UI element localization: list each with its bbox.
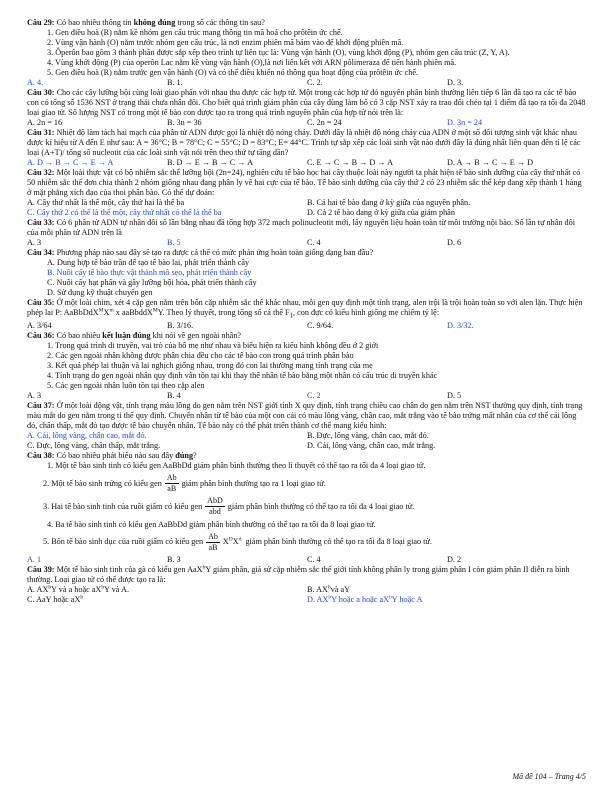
option-c[interactable]: C. 2 — [307, 390, 321, 400]
statement: 5. Gen điều hoà (R) nằm trước gen vận hành (O) và có thể điều khiển nó thông qua hoạt động của prôtêin ức chế. — [47, 68, 419, 77]
option-c[interactable]: C. 9/64. — [307, 320, 334, 330]
option-a[interactable]: A. 3/64 — [27, 320, 52, 330]
answer-options — [27, 441, 587, 451]
option-b[interactable]: B. 3/16. — [167, 320, 194, 330]
answer-options — [27, 118, 587, 128]
answer-options — [27, 391, 587, 401]
option-b[interactable]: B. 5 — [167, 238, 181, 247]
question-37: Câu 37: Ở một loài động vật, tính trạng màu lông do gen nằm trên NST giới tính X quy định, tính trạng chiều cao chân do gen nằm trên NST thường quy định, tính trạng màu mắt do gen nằm trong ti thể quy định. Chuyển nhân từ tế bào của một con cái có màu lông vàng, chân cao, mắt trắng vào tế bào trứng mất nhân của cơ thể cái lông đỏ, chân thấp, mắt đỏ tạo được tế bào chuyển nhân. Tế bào này có thể phát triển thành cơ thể mang kiểu hình: — [27, 400, 583, 430]
option-b[interactable]: B. Đực, lông vàng, chân cao, mắt đỏ. — [307, 430, 429, 440]
option-b[interactable]: B. 3n = 36 — [167, 118, 202, 127]
statement: 4. Vùng khởi động (P) của operôn Lac nằm kề vùng vận hành (O),là nơi liên kết với ARN pôlimeraza để tiến hành phiên mã. — [47, 58, 457, 67]
option-a[interactable]: A. Cây thứ nhất là thể một, cây thứ hai là thể ba — [27, 198, 185, 207]
option-a[interactable]: A. 2n = 16 — [27, 118, 63, 127]
option-d[interactable]: D. Cái, lông vàng, chân cao, mắt trắng. — [307, 440, 436, 450]
statement: 5. Bốn tế bào sinh dục của ruồi giấm có kiểu gen $\frac{Ab}{aB}$ $X^DX^d$ giảm phân bình thường có thể tạo ra tối đa 8 loại giao tử. — [43, 531, 432, 552]
option-a[interactable]: A. $AX^bY$ và a hoặc $aX^bY$ và A. — [27, 584, 129, 595]
question-39: Câu 39: Một tế bào sinh tinh của gà có kiểu gen AaX$^b$Y giảm phân, giả sử cặp nhiễm sắc thể giới tính không phân ly trong giảm phân I còn giảm phân II diễn ra bình thường. Loại giao tử có thể được tạo ra là: — [27, 564, 570, 585]
option-b[interactable]: B. 4 — [167, 390, 181, 400]
option-d[interactable]: D. A → B → C → E → D — [447, 158, 533, 167]
option-d[interactable]: D. Sử dụng kỹ thuật chuyển gen — [47, 288, 153, 297]
option-b[interactable]: B. D → E → B → C → A — [167, 158, 253, 167]
exam-page — [27, 18, 587, 605]
statement: 1. Một tế bào sinh tinh có kiểu gen AaBbDd giảm phân bình thường theo lí thuyết có thể tạo ra tối đa 4 loại giao tử. — [47, 460, 426, 470]
option-b[interactable]: B. $AX^bvà$ aY — [307, 584, 351, 595]
option-c[interactable]: C. 4 — [307, 238, 321, 247]
answer-options — [27, 321, 587, 331]
option-a[interactable]: A. 3 — [27, 390, 42, 400]
option-d[interactable]: D. 6 — [447, 238, 462, 247]
question-33: Câu 33: Có 6 phân tử ADN tự nhân đôi số lần bằng nhau đã tổng hợp 372 mạch polinucleotit mới, lấy nguyên liệu hoàn toàn từ môi trường nội bào. Số lần tự nhân đôi của mỗi phân tử ADN trên là — [27, 218, 575, 237]
option-b[interactable]: B. 3 — [167, 555, 181, 565]
option-d[interactable]: D. 3. — [447, 78, 464, 87]
option-c[interactable]: C. Nuôi cấy hạt phấn và gây lưỡng bội hóa, phát triển thành cây — [47, 278, 257, 287]
question-31: Câu 31: Nhiệt độ làm tách hai mạch của phân tử ADN được gọi là nhiệt độ nóng chảy. Dưới đây là nhiệt độ nóng chảy của ADN ở một số đối tượng sinh vật khác nhau được kí hiệu từ A đến E như sau: A = 36°C; B = 78°C; C = 55°C; D = 83°C; E= 44°C. Trình tự sắp xếp các loài sinh vật nào dưới đây là đúng nhất liên quan đến tỉ lệ các loại (A+T)/ tổng số nucleotit của các loài sinh vật nói trên theo thứ tự tăng dần? — [27, 128, 581, 157]
question-35: Câu 35: Ở một loài chim, xét 4 cặp gen nằm trên bốn cặp nhiễm sắc thể khác nhau, mỗi gen quy định một tính trạng, alen trội là trội hoàn toàn so với alen lặn. Thực hiện phép lai P: $AaBbDdX^MX^m$ x aaBbddX$^M$Y. Theo lý thuyết, trong tổng số cá thể $F_1$, con đực có kiểu hình giống mẹ chiếm tỷ lệ: — [27, 298, 583, 320]
option-c[interactable]: C. E → C → B → D → A — [307, 158, 393, 167]
option-c[interactable]: C. Cây thứ 2 có thể là thể một, cây thứ nhất có thể là thể ba — [27, 208, 222, 217]
option-a[interactable]: A. Dung hợp tế bào trần để tạo tế bào lai, phát triển thành cây — [47, 258, 250, 267]
option-d[interactable]: D. 5 — [447, 390, 462, 400]
answer-options — [27, 198, 587, 208]
answer-options — [27, 595, 587, 605]
option-a[interactable]: A. 4. — [27, 78, 44, 87]
answer-options — [27, 431, 587, 441]
page-footer: Mã đề 104 – Trang 4/5 — [512, 772, 586, 782]
statement: 5. Các gen ngoài nhân luôn tồn tại theo cặp alen — [47, 380, 205, 390]
answer-options — [27, 78, 587, 88]
statement: 2. Vùng vận hành (O) nằm trước nhóm gen cấu trúc, là nơi enzim phiên mã bám vào để khởi động phiên mã. — [47, 38, 404, 47]
statement: 3. Kết quả phép lai thuận và lai nghịch giống nhau, trong đó con lai thường mang tính trạng của mẹ — [47, 360, 373, 370]
option-a[interactable]: A. D → B → C → E → A — [27, 158, 114, 167]
option-c[interactable]: C. 4 — [307, 555, 321, 565]
option-d[interactable]: D. Cả 2 tế bào đang ở kỳ giữa của giảm phân — [307, 208, 455, 217]
answer-options — [27, 208, 587, 218]
option-b[interactable]: B. Cả hai tế bào đang ở kỳ giữa của nguyên phân. — [307, 198, 471, 207]
option-c[interactable]: C. 2n = 24 — [307, 118, 342, 127]
statement: 1. Trong quá trình di truyền, vai trò của bố mẹ như nhau và biểu hiện ra kiểu hình không đều ở 2 giới — [47, 340, 379, 350]
option-c[interactable]: C. AaY hoặc $aX^b$ — [27, 594, 84, 605]
option-d[interactable]: D. 2 — [447, 555, 462, 565]
option-c[interactable]: C. Đực, lông vàng, chân thấp, mắt trắng. — [27, 440, 161, 450]
option-d[interactable]: D. 3n = 24 — [447, 118, 483, 127]
statement: 4. Ba tế bào sinh tinh có kiểu gen AaBbDd giảm phân bình thường có thể tạo ra tối đa 8 loại giao tử. — [47, 519, 376, 529]
question-34: Câu 34: Phương pháp nào sau đây sẽ tạo ra được cá thể có mức phản ứng hoàn toàn giống dạng ban đầu? — [27, 248, 374, 257]
genotype-fraction: $\frac{Ab}{aB}$ — [166, 472, 177, 494]
answer-options — [27, 585, 587, 595]
option-a[interactable]: A. Cái, lông vàng, chân cao, mắt đỏ. — [27, 430, 147, 440]
option-d[interactable]: D. 3/32. — [447, 320, 474, 330]
question-32: Câu 32: Một loài thực vật có bộ nhiễm sắc thể lưỡng bội (2n=24), nghiên cứu tế bào học hai cây thuộc loài này người ta phát hiện tế bào sinh dưỡng của cây thứ nhất có 50 nhiễm sắc thể đơn chia thành 2 nhóm giống nhau đang phân ly về hai cực của tế bào. Tế bào sinh dưỡng của cây thứ 2 có 23 nhiễm sắc thể kép đang xếp thành 1 hàng ở mặt phẳng xích đạo của thoi phân bào. Có thể dự đoán: — [27, 168, 582, 197]
answer-options — [27, 238, 587, 248]
question-38: Câu 38: Có bao nhiêu phát biểu nào sau đây đúng? — [27, 450, 197, 460]
statement: 2. Các gen ngoài nhân không được phân chia đều cho các tế bào con trong quá trình phân bào — [47, 350, 354, 360]
option-a[interactable]: A. 1 — [27, 555, 42, 565]
answer-options — [27, 158, 587, 168]
question-36: Câu 36: Có bao nhiêu kết luận đúng khi nói về gen ngoài nhân? — [27, 330, 242, 340]
option-b[interactable]: B. Nuôi cấy tế bào thực vật thành mô sẹo, phát triển thành cây — [47, 268, 252, 277]
option-a[interactable]: A. 3 — [27, 238, 42, 247]
statement: 3. Ôperôn bao gồm 3 thành phần được sắp xếp theo trình tự liên tục là: Vùng vận hành (O), vùng khởi động (P), nhóm gen cấu trúc (Z, Y, A). — [47, 48, 510, 57]
option-b[interactable]: B. 1. — [167, 78, 183, 87]
genotype-fraction: $\frac{Ab}{aB}$ — [208, 531, 218, 552]
question-29: Câu 29: Có bao nhiêu thông tin không đúng trong số các thông tin sau? — [27, 18, 265, 27]
statement: 4. Tính trạng do gen ngoài nhân quy định vẫn tồn tại khi thay thế nhân tế bào bằng một nhân có cấu trúc di truyền khác — [47, 370, 438, 380]
statement: 1. Gen điều hoà (R) nằm kề nhóm gen cấu trúc mang thông tin mã hoá cho prôtêin ức chế. — [47, 28, 343, 37]
statement: 2. Một tế bào sinh trứng có kiểu gen $\frac{Ab}{aB}$ giảm phân bình thường tạo ra 1 loại giao tử. — [43, 472, 326, 494]
answer-options — [27, 555, 587, 565]
genotype-fraction: $\frac{\text{AbD}}{\text{abd}}$ — [207, 495, 223, 517]
option-c[interactable]: C. 2. — [307, 78, 323, 87]
statement: 3. Hai tế bào sinh tinh của ruồi giấm có kiểu gen $\frac{\text{AbD}}{\text{abd}}$ giảm phân bình thường có thể tạo ra tối đa 4 loại giao tử. — [43, 495, 415, 517]
option-d[interactable]: D. $AX^bY$ hoặc a hoặc $aX^bY$ hoặc A — [307, 594, 423, 605]
question-30: Câu 30: Cho các cây lưỡng bội cùng loài giao phấn với nhau thu được các hợp tử. Một trong các hợp tử đó nguyên phân bình thường liên tiếp 6 lần đã tạo ra các tế bào con có tổng số 1536 NST ở trạng thái chưa nhân đôi. Cho biết quá trình giảm phân của cây dùng làm bố có 3 cặp NST xảy ra trao đổi chéo tại 1 điểm đã tạo ra tối đa 2048 loại giao tử. Số lượng NST có trong một tế bào con được tạo ra trong quá trình nguyên phân của hợp tử nói trên là: — [27, 88, 586, 117]
